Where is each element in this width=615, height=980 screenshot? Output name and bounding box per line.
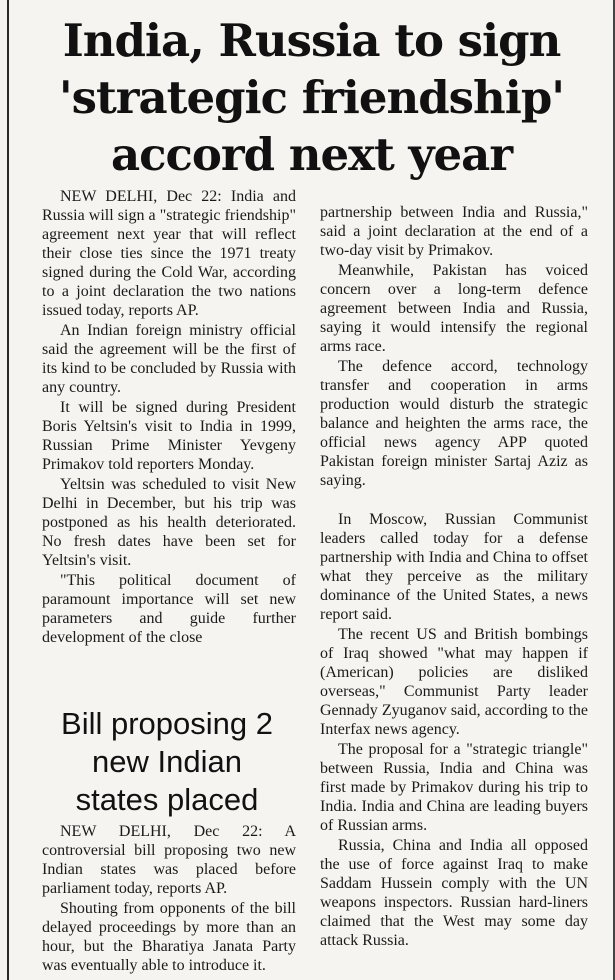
article-1-paragraph: In Moscow, Russian Communist leaders called today for a defense partnership with India and China to offset what they perceive as the military dominance of the United States, a news report said.: [320, 511, 588, 623]
secondary-headline-line-1: Bill proposing 2: [61, 706, 273, 741]
main-headline-line-3: accord next year: [110, 128, 513, 181]
main-headline-line-1: India, Russia to sign: [62, 14, 561, 67]
article-1-paragraph: NEW DELHI, Dec 22: India and Russia will sign a "strategic friendship" agreement next year that will reflect their close ties since the 1971 treaty signed during the Cold War, according to a joint declaration the two nations issued today, reports AP.: [42, 188, 296, 319]
article-2-paragraph: NEW DELHI, Dec 22: A controversial bill proposing two new Indian states was placed before parliament today, reports AP.: [42, 823, 296, 897]
article-1-paragraph: Russia, China and India all opposed the use of force against Iraq to make Saddam Hussein comply with the UN weapons inspectors. Russian hard-liners claimed that the West may some day attack Russia.: [320, 837, 588, 949]
article-1-paragraph: It will be signed during President Boris Yeltsin's visit to India in 1999, Russian Prime Minister Yevgeny Primakov told reporters Monday.: [42, 399, 296, 473]
article-1-paragraph: An Indian foreign ministry official said the agreement will be the first of its kind to be concluded by Russia with any country.: [42, 322, 296, 396]
main-headline-line-2: 'strategic friendship': [58, 71, 565, 124]
article-1-paragraph: partnership between India and Russia," said a joint declaration at the end of a two-day visit by Primakov.: [320, 204, 588, 259]
secondary-headline-line-3: states placed: [75, 782, 259, 817]
left-column-rule: [7, 0, 9, 980]
article-2-paragraph: Shouting from opponents of the bill delayed proceedings by more than an hour, but the Bharatiya Janata Party was eventually able to introduce it.: [42, 900, 296, 974]
article-1-right-column-top: [320, 203, 588, 490]
article-1-paragraph: "This political document of paramount importance will set new parameters and guide further development of the close: [42, 572, 296, 646]
main-headline: [14, 12, 609, 183]
article-1-paragraph: The proposal for a "strategic triangle" between Russia, India and China was first made by Primakov during his trip to India. India and China are leading buyers of Russian arms.: [320, 741, 588, 834]
article-2-column: [42, 822, 296, 975]
article-1-right-column-bottom: [320, 510, 588, 950]
article-1-paragraph: Yeltsin was scheduled to visit New Delhi in December, but his trip was postponed as his health deteriorated. No fresh dates have been set for Yeltsin's visit.: [42, 476, 296, 569]
secondary-headline-line-2: new Indian: [92, 744, 242, 779]
article-1-left-column: [42, 187, 296, 647]
article-1-paragraph: Meanwhile, Pakistan has voiced concern over a long-term defence agreement between India and Russia, saying it would intensify the regional arms race.: [320, 262, 588, 355]
article-1-paragraph: The defence accord, technology transfer and cooperation in arms production would disturb the strategic balance and heighten the arms race, the official news agency APP quoted Pakistan foreign minister Sartaj Aziz as saying.: [320, 358, 588, 489]
article-1-paragraph: The recent US and British bombings of Iraq showed "what may happen if (American) policies are disliked overseas," Communist Party leader Gennady Zyuganov said, according to the Interfax news agency.: [320, 626, 588, 738]
secondary-headline: [36, 705, 298, 819]
